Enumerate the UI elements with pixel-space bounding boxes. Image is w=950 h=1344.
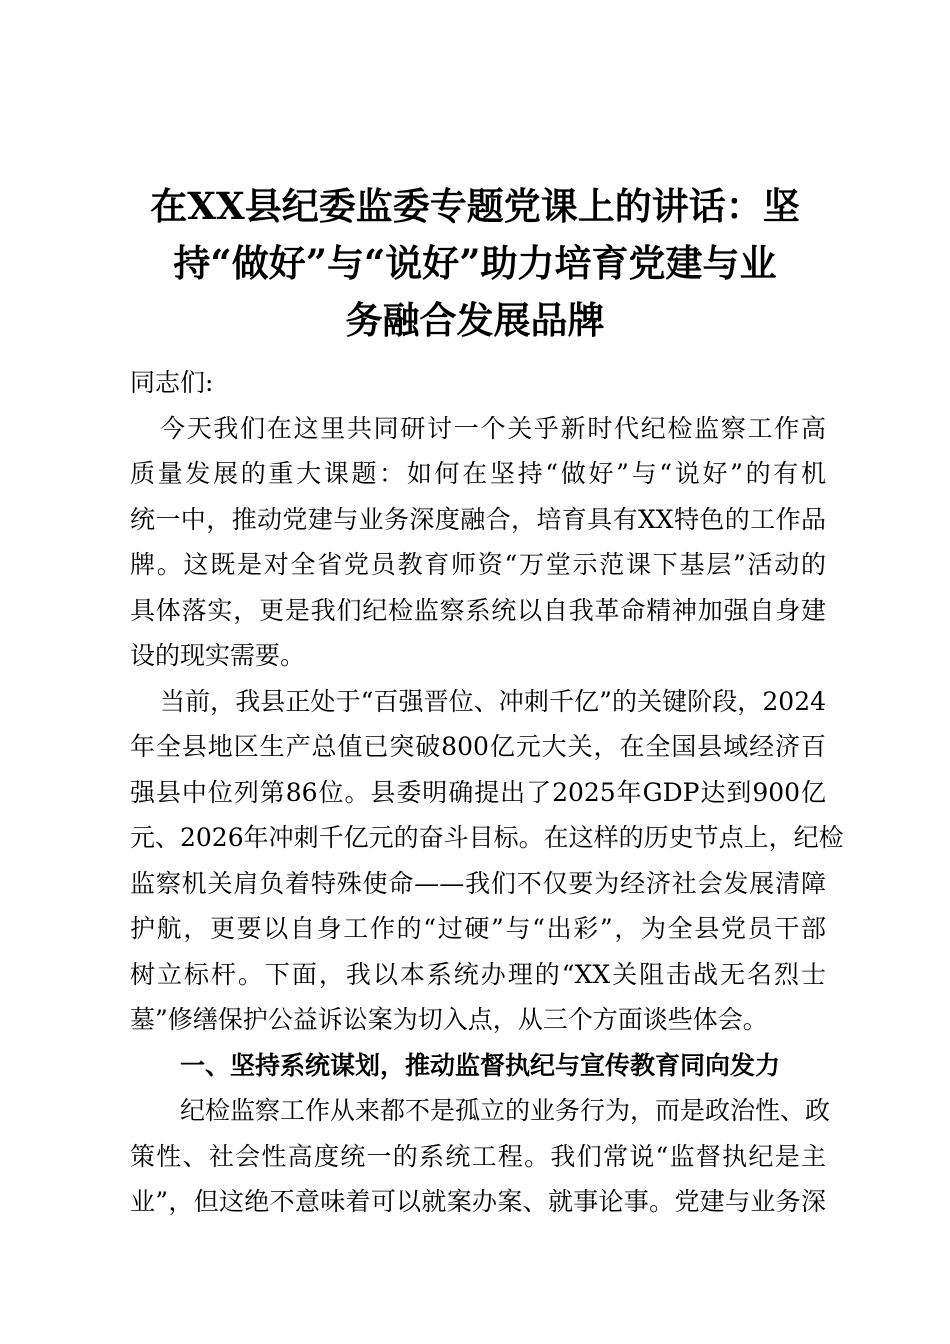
title-line: 务融合发展品牌 (345, 298, 605, 342)
paragraph-section-one (130, 1088, 831, 1225)
text-line: 设的现实需要。 (130, 641, 306, 670)
paragraph-context (130, 679, 844, 1043)
paragraph-intro (130, 406, 826, 679)
text-line: 具体落实，更是我们纪检监察系统以自我革命精神加强自身建 (130, 595, 826, 625)
text-line: 当前，我县正处于“百强晋位、冲刺千亿”的关键阶段，2024 (160, 686, 826, 716)
document-body (130, 360, 844, 1225)
text-line: 强县中位列第86位。县委明确提出了2025年GDP达到900亿 (130, 777, 826, 807)
text-line: 年全县地区生产总值已突破800亿元大关，在全国县域经济百 (130, 732, 826, 761)
title-line: 持“做好”与“说好”助力培育党建与业 (173, 241, 777, 285)
text-line: 牌。这既是对全省党员教育师资“万堂示范课下基层”活动的 (130, 550, 826, 579)
document-title (125, 178, 825, 349)
text-line: 业”，但这绝不意味着可以就案办案、就事论事。党建与业务深 (130, 1187, 826, 1216)
text-line: 今天我们在这里共同研讨一个关乎新时代纪检监察工作高 (160, 413, 826, 443)
text-line: 统一中，推动党建与业务深度融合，培育具有XX特色的工作品 (130, 504, 826, 534)
salutation: 同志们: (130, 368, 214, 397)
title-line: 在XX县纪委监委专题党课上的讲话：坚 (150, 184, 800, 228)
text-line: 树立标杆。下面，我以本系统办理的“XX关阻击战无名烈士 (130, 959, 826, 989)
text-line: 质量发展的重大课题：如何在坚持“做好”与“说好”的有机 (130, 459, 826, 488)
text-line: 纪检监察工作从来都不是孤立的业务行为，而是政治性、政 (180, 1096, 831, 1125)
text-line: 监察机关肩负着特殊使命——我们不仅要为经济社会发展清障 (130, 868, 826, 898)
text-line: 元、2026年冲刺千亿元的奋斗目标。在这样的历史节点上，纪检 (130, 823, 844, 852)
text-line: 墓”修缮保护公益诉讼案为切入点，从三个方面谈些体会。 (130, 1005, 768, 1034)
text-line: 护航，更要以自身工作的“过硬”与“出彩”，为全县党员干部 (130, 914, 826, 943)
section-heading: 一、坚持系统谋划，推动监督执纪与宣传教育同向发力 (180, 1050, 781, 1080)
text-line: 策性、社会性高度统一的系统工程。我们常说“监督执纪是主 (130, 1141, 826, 1171)
